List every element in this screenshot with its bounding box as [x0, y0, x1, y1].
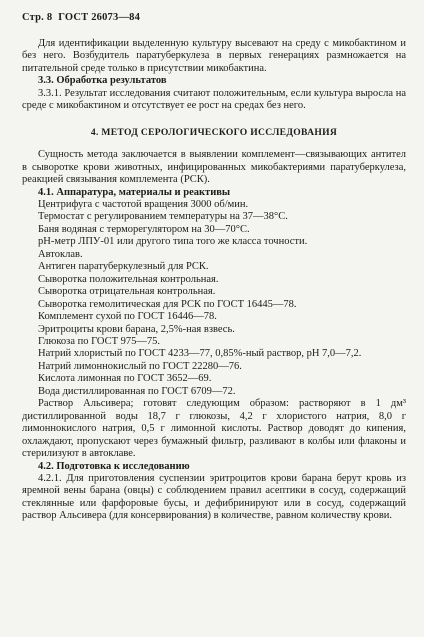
list-item: Термостат с регулированием температуры на 37—38°С.: [38, 211, 288, 223]
paragraph-essence: Сущность метода заключается в выявлении комплемент—связывающих антител в сыворотке крови животных, инфицированных микобактериями паратуберкулеза, реакцией связывания комплемента (РСК).: [22, 149, 406, 186]
document-body: [22, 38, 406, 523]
list-item: Сыворотка отрицательная контрольная.: [38, 286, 216, 298]
list-item: Центрифуга с частотой вращения 3000 об/мин.: [38, 198, 249, 210]
list-item: Автоклав.: [38, 248, 83, 260]
paragraph-identification: Для идентификации выделенную культуру высевают на среду с микобактином и без него. Возбудитель паратуберкулеза в первых генерациях размножается на питательной среде только в присутствии микобактина.: [22, 38, 406, 74]
paragraph-alsever-solution: Раствор Альсивера; готовят следующим образом: растворяют в 1 дм³ дистиллированной воды 18,7 г глюкозы, 4,2 г хлористого натрия, 8,0 г лимоннокислого натрия, 0,5 г лимонной кислоты. Раствор доводят до кипения, охлаждают, пропускают через бумажный фильтр, разливают в колбы или флаконы и стерилизуют в автоклаве.: [22, 398, 406, 460]
list-item: Натрий лимоннокислый по ГОСТ 22280—76.: [38, 360, 242, 372]
paragraph-4-2-1: 4.2.1. Для приготовления суспензии эритроцитов крови барана берут кровь из яремной вены барана (овцы) с соблюдением правил асептики в сосуд, содержащий стеклянные или фарфоровые бусы, и дефибринируют или в сосуд, содержащий раствор Альсивера (для консервирования) в количестве, равном количеству крови.: [22, 472, 406, 522]
list-item: Сыворотка положительная контрольная.: [38, 273, 219, 285]
page-header: [22, 12, 140, 23]
list-item: Сыворотка гемолитическая для РСК по ГОСТ 16445—78.: [38, 298, 297, 310]
list-item: Кислота лимонная по ГОСТ 3652—69.: [38, 373, 212, 385]
section-4-title: 4. МЕТОД СЕРОЛОГИЧЕСКОГО ИССЛЕДОВАНИЯ: [90, 126, 338, 138]
list-item: Вода дистиллированная по ГОСТ 6709—72.: [38, 385, 236, 397]
heading-4-2: 4.2. Подготовка к исследованию: [38, 460, 190, 472]
paragraph-sodium-chloride: Натрий хлористый по ГОСТ 4233—77, 0,85%-ный раствор, рН 7,0—7,2.: [38, 348, 362, 360]
list-item: Комплемент сухой по ГОСТ 16446—78.: [38, 311, 217, 323]
heading-4-1: 4.1. Аппаратура, материалы и реактивы: [38, 186, 231, 198]
standard-code: ГОСТ 26073—84: [58, 12, 141, 23]
list-item: рН-метр ЛПУ-01 или другого типа того же класса точности.: [38, 236, 308, 248]
paragraph-3-3-1: 3.3.1. Результат исследования считают положительным, если культура выросла на среде с микобактином и отсутствует ее рост на средах без него.: [22, 87, 406, 112]
page-number: Стр. 8: [22, 12, 53, 23]
heading-3-3: 3.3. Обработка результатов: [38, 75, 167, 87]
list-item: Глюкоза по ГОСТ 975—75.: [38, 335, 161, 347]
list-item: Эритроциты крови барана, 2,5%-ная взвесь.: [38, 323, 235, 335]
list-item: Баня водяная с терморегулятором на 30—70°С.: [38, 223, 250, 235]
list-item: Антиген паратуберкулезный для РСК.: [38, 261, 209, 273]
